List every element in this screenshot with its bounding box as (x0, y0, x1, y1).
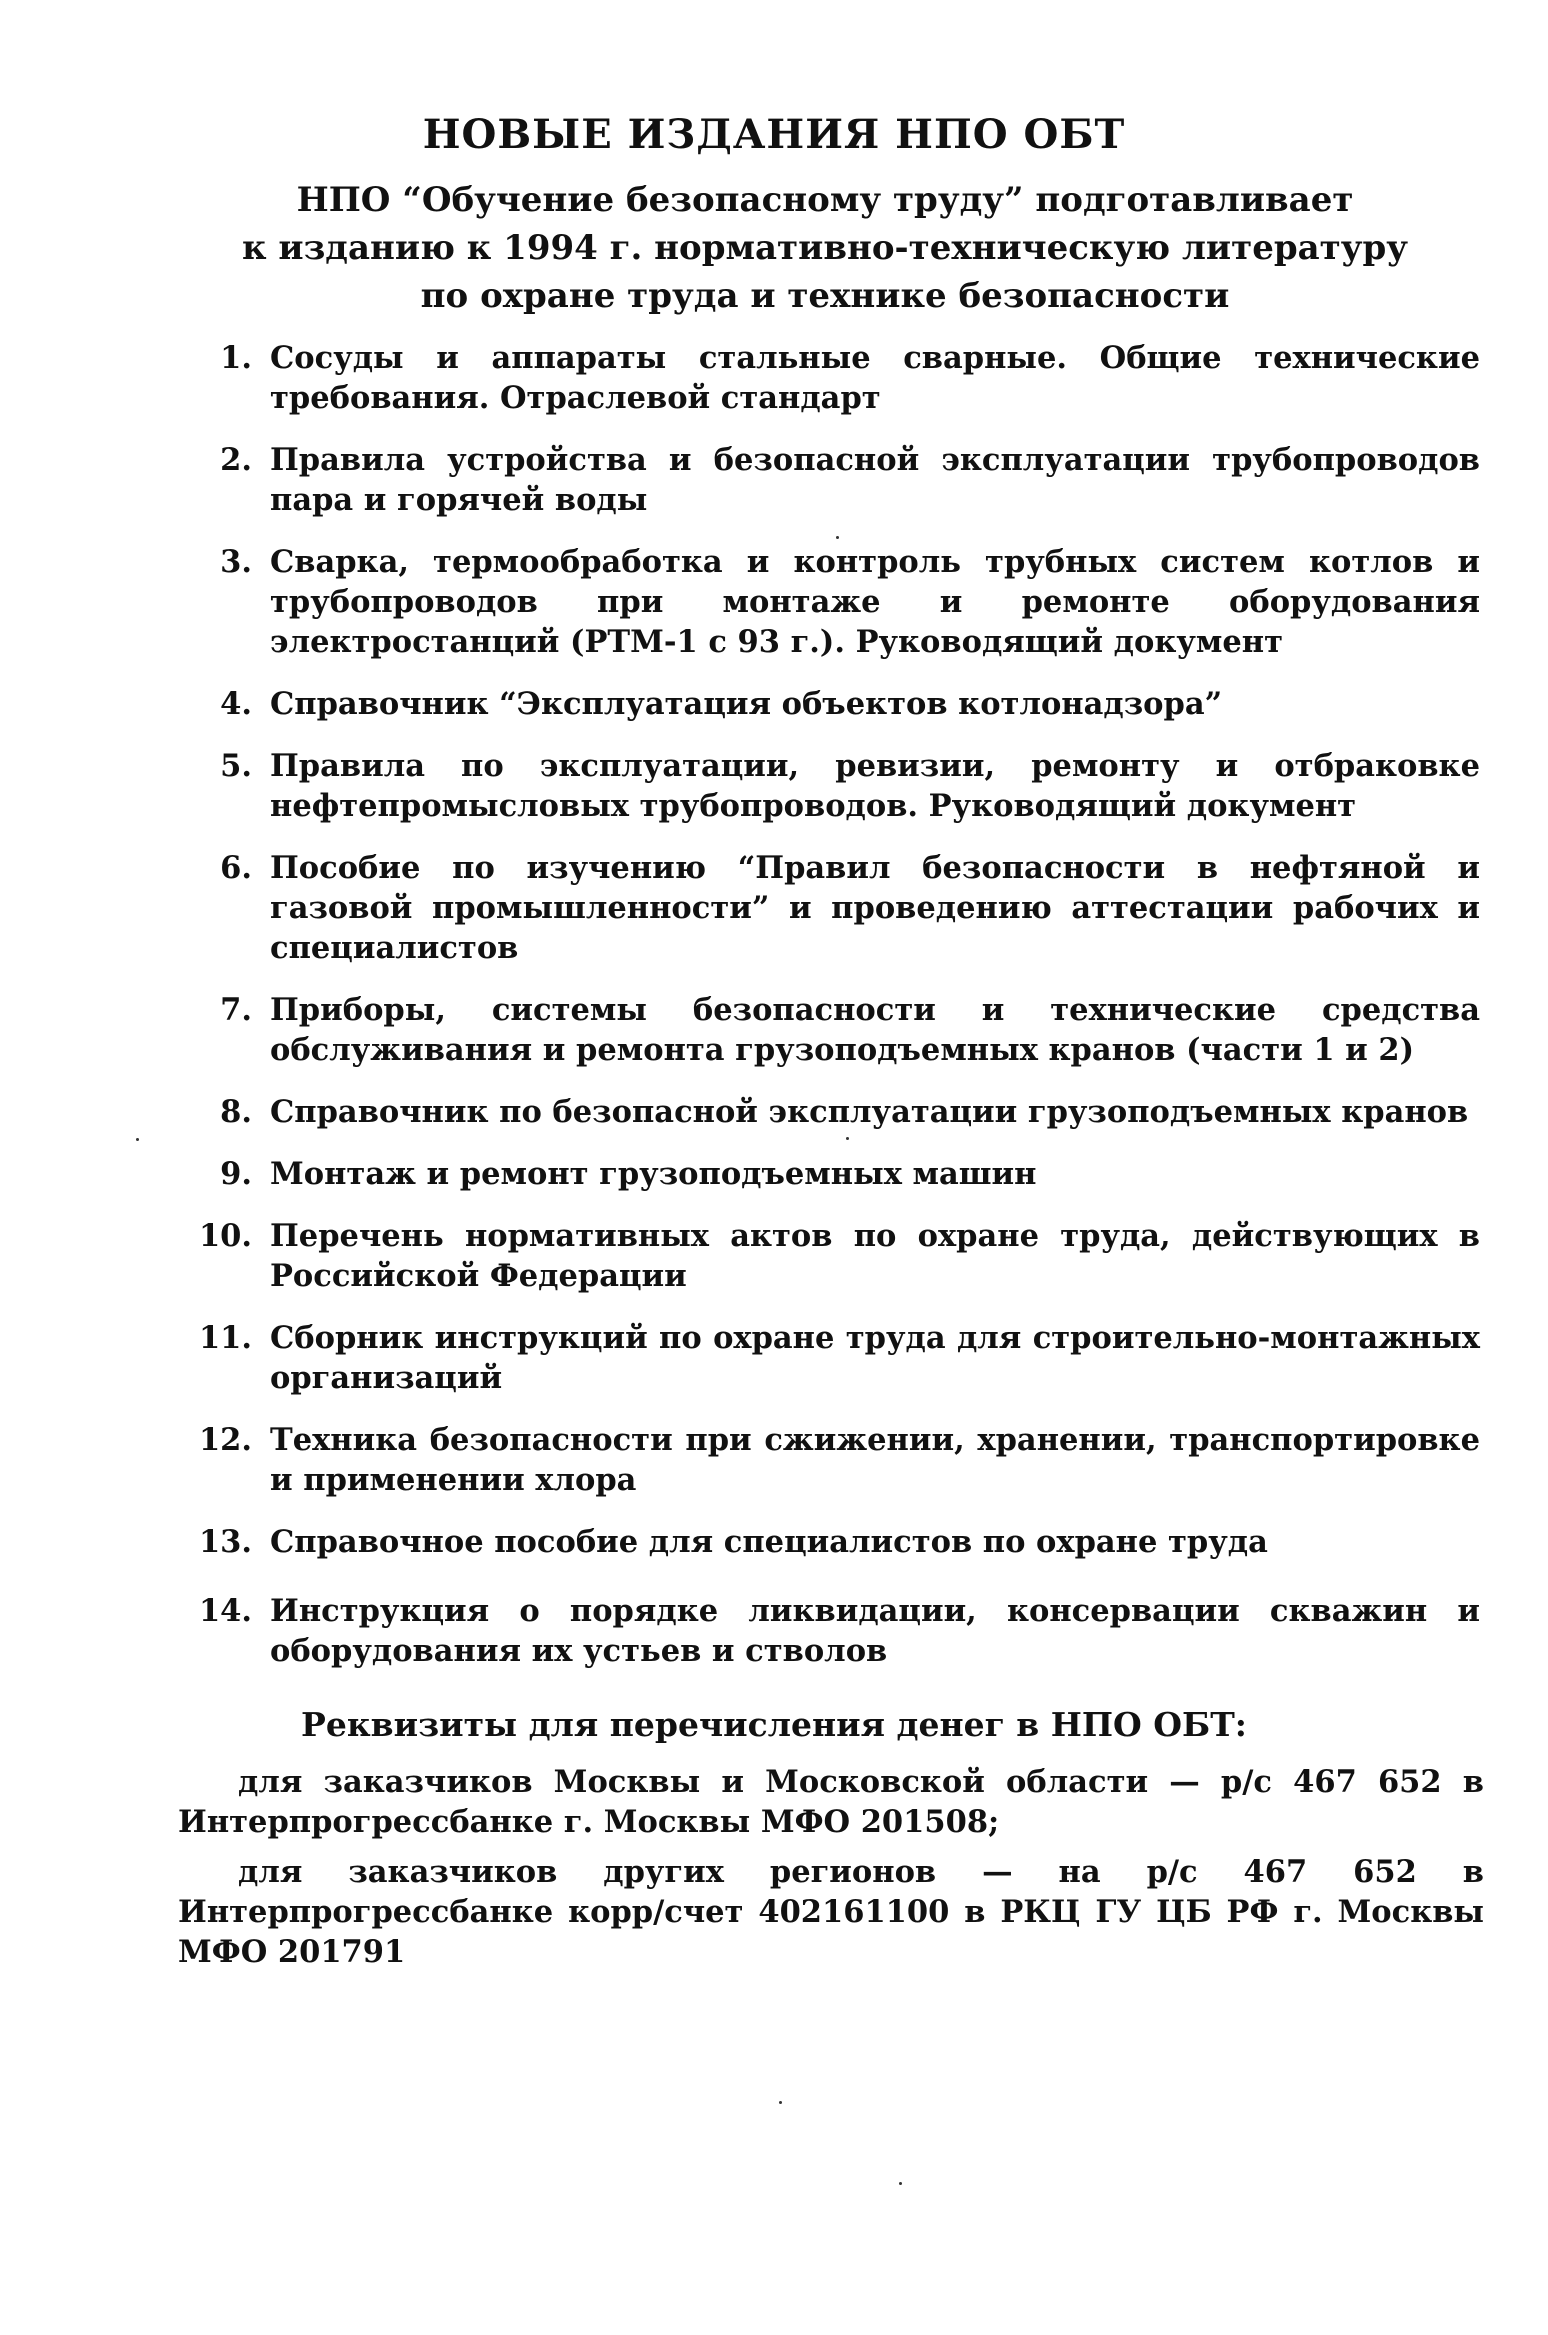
list-item (190, 990, 1480, 1070)
item-number: 1. (220, 340, 252, 376)
item-text: Монтаж и ремонт грузоподъемных машин (270, 1156, 1037, 1192)
requisites-block (178, 1762, 1484, 1982)
item-text: Сварка, термообработка и контроль трубных систем котлов и трубопроводов при монтаже и ремонте оборудования электростанций (РТМ-1 с 93 г.). Руководящий документ (270, 544, 1480, 660)
item-text: Справочник “Эксплуатация объектов котлонадзора” (270, 686, 1223, 722)
item-text: Приборы, системы безопасности и технические средства обслуживания и ремонта грузоподъемных кранов (части 1 и 2) (270, 992, 1480, 1068)
scan-speck (899, 2182, 902, 2185)
list-item (190, 746, 1480, 826)
item-text: Пособие по изучению “Правил безопасности в нефтяной и газовой промышленности” и проведению аттестации рабочих и специалистов (270, 850, 1480, 966)
list-item (190, 1522, 1480, 1562)
item-text: Справочное пособие для специалистов по охране труда (270, 1524, 1268, 1560)
publication-list (190, 338, 1480, 1693)
page-subtitle (180, 176, 1470, 320)
subtitle-line: НПО “Обучение безопасному труду” подготавливает (296, 180, 1354, 220)
scan-speck (836, 536, 839, 539)
item-number: 14. (198, 1593, 252, 1629)
item-number: 7. (220, 992, 252, 1028)
item-text: Инструкция о порядке ликвидации, консервации скважин и оборудования их устьев и стволов (270, 1593, 1480, 1669)
item-number: 2. (220, 442, 252, 478)
list-item (190, 440, 1480, 520)
list-item (190, 338, 1480, 418)
item-text: Правила устройства и безопасной эксплуатации трубопроводов пара и горячей воды (270, 442, 1480, 518)
item-text: Перечень нормативных актов по охране труда, действующих в Российской Федерации (270, 1218, 1480, 1294)
scan-speck (846, 1137, 849, 1140)
item-text: Правила по эксплуатации, ревизии, ремонту и отбраковке нефтепромысловых трубопроводов. Руководящий документ (270, 748, 1480, 824)
list-item (190, 1420, 1480, 1500)
list-item (190, 848, 1480, 968)
item-text: Сосуды и аппараты стальные сварные. Общие технические требования. Отраслевой стандарт (270, 340, 1480, 416)
item-number: 11. (198, 1320, 252, 1356)
item-text: Техника безопасности при сжижении, хранении, транспортировке и применении хлора (270, 1422, 1480, 1498)
requisites-moscow: для заказчиков Москвы и Московской области — р/с 467 652 в Интерпрогрессбанке г. Москвы МФО 201508; (178, 1764, 1484, 1840)
item-number: 10. (198, 1218, 252, 1254)
list-item (190, 542, 1480, 662)
requisites-title: Реквизиты для перечисления денег в НПО ОБТ: (301, 1705, 1247, 1744)
item-number: 13. (198, 1524, 252, 1560)
item-number: 6. (220, 850, 252, 886)
item-text: Сборник инструкций по охране труда для строительно-монтажных организаций (270, 1320, 1480, 1396)
item-number: 9. (220, 1156, 252, 1192)
item-text: Справочник по безопасной эксплуатации грузоподъемных кранов (270, 1094, 1469, 1130)
list-item (190, 684, 1480, 724)
requisites-regions: для заказчиков других регионов — на р/с 467 652 в Интерпрогрессбанке корр/счет 402161100 в РКЦ ГУ ЦБ РФ г. Москвы МФО 201791 (178, 1854, 1484, 1970)
item-number: 8. (220, 1094, 252, 1130)
item-number: 3. (220, 544, 252, 580)
list-item (190, 1318, 1480, 1398)
subtitle-line: к изданию к 1994 г. нормативно-техническую литературу (241, 228, 1409, 268)
item-number: 5. (220, 748, 252, 784)
item-number: 4. (220, 686, 252, 722)
subtitle-line: по охране труда и технике безопасности (420, 276, 1230, 316)
page-title: НОВЫЕ ИЗДАНИЯ НПО ОБТ (422, 111, 1126, 158)
list-item (190, 1216, 1480, 1296)
scan-speck (779, 2101, 782, 2104)
scan-speck (136, 1138, 139, 1141)
item-number: 12. (198, 1422, 252, 1458)
list-item (190, 1591, 1480, 1671)
list-item (190, 1154, 1480, 1194)
list-item (190, 1092, 1480, 1132)
